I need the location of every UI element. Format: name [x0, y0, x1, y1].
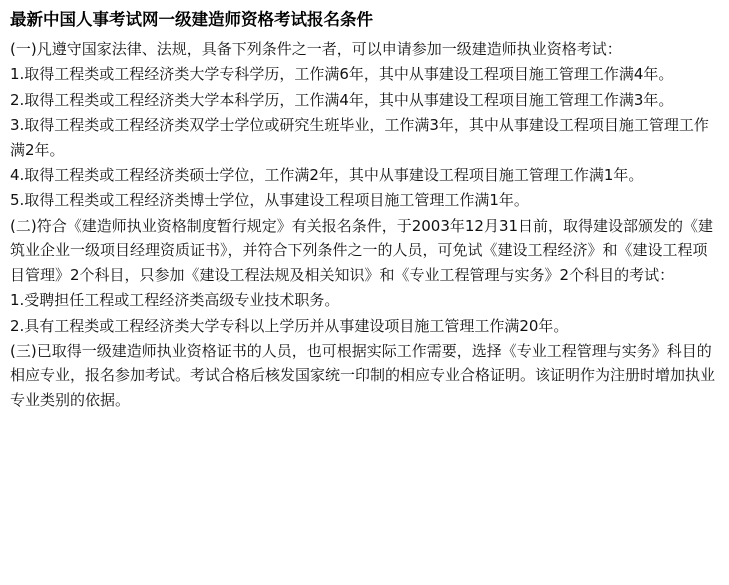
paragraph-condition-4: 4.取得工程类或工程经济类硕士学位，工作满2年，其中从事建设工程项目施工管理工作满1年。 [10, 165, 644, 184]
paragraph-intro: (一)凡遵守国家法律、法规，具备下列条件之一者，可以申请参加一级建造师执业资格考试： [10, 39, 622, 58]
paragraph-exemption-2: 2.具有工程类或工程经济类大学专科以上学历并从事建设项目施工管理工作满20年。 [10, 316, 569, 335]
paragraph-exemption-1: 1.受聘担任工程或工程经济类高级专业技术职务。 [10, 291, 340, 310]
paragraph-condition-1: 1.取得工程类或工程经济类大学专科学历，工作满6年，其中从事建设工程项目施工管理工作满4年。 [10, 65, 674, 84]
paragraph-exemption-intro: (二)符合《建造师执业资格制度暂行规定》有关报名条件，于2003年12月31日前，取得建设部颁发的《建筑业企业一级项目经理资质证书》，并符合下列条件之一的人员，可免试《建设工程经济》和《建设工程项目管理》2个科目，只参加《建设工程法规及相关知识》和《专业工程管理与实务》2个科目的考试： [10, 216, 714, 284]
page-title: 最新中国人事考试网一级建造师资格考试报名条件 [10, 10, 373, 29]
paragraph-condition-3: 3.取得工程类或工程经济类双学士学位或研究生班毕业，工作满3年，其中从事建设工程项目施工管理工作满2年。 [10, 116, 709, 159]
paragraph-additional-specialty: (三)已取得一级建造师执业资格证书的人员，也可根据实际工作需要，选择《专业工程管理与实务》科目的相应专业，报名参加考试。考试合格后核发国家统一印制的相应专业合格证明。该证明作为注册时增加执业专业类别的依据。 [10, 342, 716, 409]
paragraph-condition-2: 2.取得工程类或工程经济类大学本科学历，工作满4年，其中从事建设工程项目施工管理工作满3年。 [10, 90, 674, 109]
paragraph-condition-5: 5.取得工程类或工程经济类博士学位，从事建设工程项目施工管理工作满1年。 [10, 191, 529, 210]
